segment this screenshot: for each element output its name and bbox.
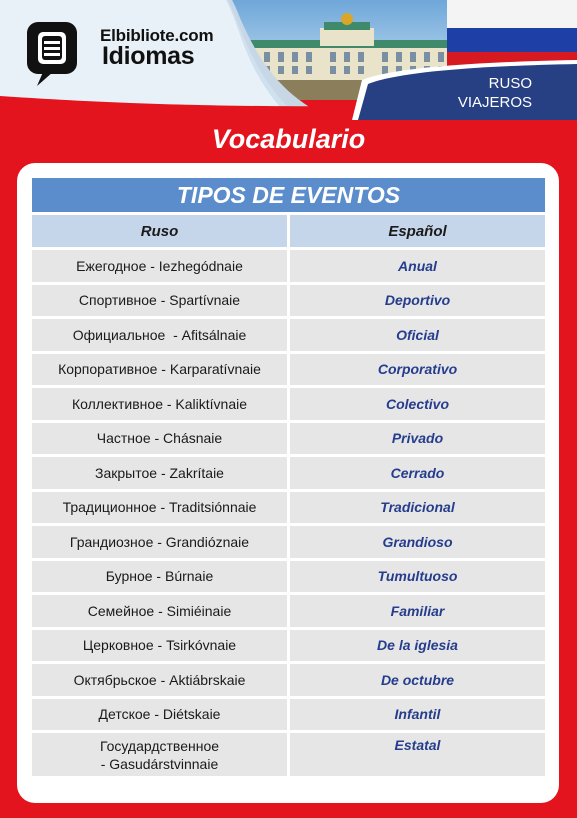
spanish-term: Privado xyxy=(290,423,545,455)
spanish-term: Oficial xyxy=(290,319,545,351)
vocabulary-card xyxy=(17,163,559,803)
brand-site-name: Elbibliote.com xyxy=(100,26,214,45)
table-row xyxy=(32,526,545,558)
russian-term-line: - Gasudárstvinnaie xyxy=(100,755,219,772)
russian-term: Грандиозное - Grandióznaie xyxy=(32,526,287,558)
spanish-term: De octubre xyxy=(290,664,545,696)
spanish-term: Colectivo xyxy=(290,388,545,420)
russian-term: Коллективное - Kaliktívnaie xyxy=(32,388,287,420)
spanish-term: Tradicional xyxy=(290,492,545,524)
russian-term: Церковное - Tsirkóvnaie xyxy=(32,630,287,662)
table-row xyxy=(32,388,545,420)
table-row xyxy=(32,319,545,351)
russian-term: Корпоративное - Karparatívnaie xyxy=(32,354,287,386)
spanish-term: Deportivo xyxy=(290,285,545,317)
table-row xyxy=(32,699,545,731)
russian-term: Закрытое - Zakrítaie xyxy=(32,457,287,489)
table-row xyxy=(32,595,545,627)
badge-language: RUSO xyxy=(488,75,532,92)
table-row xyxy=(32,457,545,489)
table-row xyxy=(32,733,545,776)
header-cell-russian: Ruso xyxy=(32,215,287,247)
table-row xyxy=(32,630,545,662)
table-header-row xyxy=(32,215,545,247)
spanish-term: Tumultuoso xyxy=(290,561,545,593)
book-chat-icon xyxy=(27,22,77,88)
russian-term: Семейное - Simiéinaie xyxy=(32,595,287,627)
table-row xyxy=(32,423,545,455)
spanish-term: De la iglesia xyxy=(290,630,545,662)
course-badge xyxy=(458,74,532,112)
table-row xyxy=(32,561,545,593)
header xyxy=(0,0,577,120)
page-title: Vocabulario xyxy=(211,124,366,154)
brand-logo xyxy=(0,0,300,118)
badge-level: VIAJEROS xyxy=(457,94,532,111)
spanish-term: Grandioso xyxy=(290,526,545,558)
vocabulary-table xyxy=(32,178,545,776)
russian-term: Ежегодное - Iezhegódnaie xyxy=(32,250,287,282)
spanish-term: Infantil xyxy=(290,699,545,731)
spanish-term: Estatal xyxy=(290,733,545,776)
spanish-term: Corporativo xyxy=(290,354,545,386)
table-row xyxy=(32,354,545,386)
russian-term: Детское - Diétskaie xyxy=(32,699,287,731)
russian-term-line: Государдственное xyxy=(99,737,220,754)
russian-term: Октябрьское - Aktiábrskaie xyxy=(32,664,287,696)
spanish-term: Familiar xyxy=(290,595,545,627)
russian-term: Бурное - Búrnaie xyxy=(32,561,287,593)
table-row xyxy=(32,285,545,317)
spanish-term: Cerrado xyxy=(290,457,545,489)
table-row xyxy=(32,492,545,524)
russian-term xyxy=(32,733,287,776)
header-cell-spanish: Español xyxy=(290,215,545,247)
russian-term: Официальное - Afitsálnaie xyxy=(32,319,287,351)
spanish-term: Anual xyxy=(290,250,545,282)
russian-term: Традиционное - Traditsiónnaie xyxy=(32,492,287,524)
table-title: TIPOS DE EVENTOS xyxy=(32,178,545,212)
table-row xyxy=(32,250,545,282)
russian-term: Частное - Chásnaie xyxy=(32,423,287,455)
table-row xyxy=(32,664,545,696)
russian-term: Спортивное - Spartívnaie xyxy=(32,285,287,317)
brand-name: Idiomas xyxy=(102,42,195,70)
